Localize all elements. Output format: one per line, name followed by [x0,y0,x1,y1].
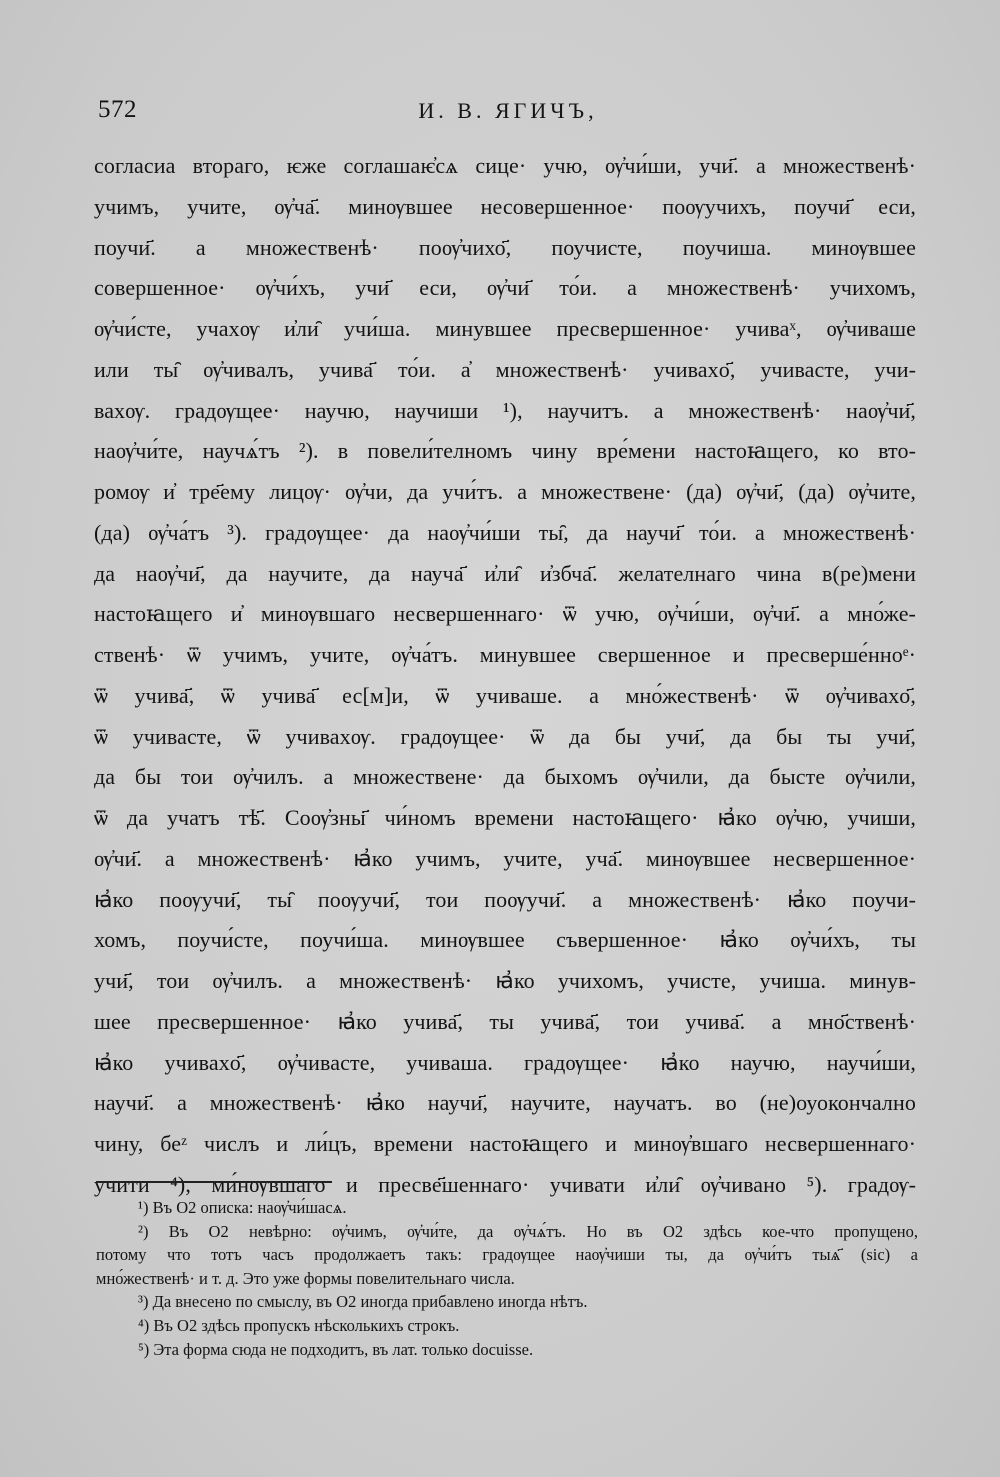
text-line: ѿ да учатъ тѣ҃. Соѹ҆зны҃ чи́номъ времени настоꙗщего· ꙗ҆ко ѹ҆чю, учиши, [94,805,916,830]
text-line: хомъ, поучи́сте, поучи́ша. минѹвшее съвершенное· ꙗ҆ко ѹ҆чи́хъ, ты [94,927,916,953]
text-line: вахѹ. градѹщее· научю, научиши ¹), научитъ. а множественѣ· наѹ҆чи҃, [94,397,916,423]
footnote-separator [96,1181,332,1183]
text-line: учимъ, учите, ѹ҆ча҃. минѹвшее несовершенное· поѹучихъ, поучи҃ еси, [94,193,916,219]
footnote-5: ⁵) Эта форма сюда не подходитъ, въ лат. только docuisse. [138,1339,534,1359]
page-number: 572 [98,96,137,123]
footnote-3: ³) Да внесено по смыслу, въ О2 иногда прибавлено иногда нѣтъ. [138,1292,588,1312]
text-line: или ты̑ ѹ҆чивалъ, учива҃ то́и. а҆ множественѣ· учиваxо҃, учивасте, учи- [94,356,916,382]
main-text [94,146,916,1206]
footnote-2-continued: мно́жественѣ· и т. д. Это уже формы повелительнаго числа. [96,1268,515,1288]
text-line: да бы тои ѹ҆чилъ. а множествене· да быxомъ ѹ҆чили, да бысте ѹ҆чили, [94,764,916,790]
text-line: чину, беᶻ числъ и ли́цъ, времени настоꙗщего и минѹ҆вшаго несвершеннаго· [94,1131,916,1156]
page-header [98,96,918,130]
text-line: ромѹ и҆ тре҃ему лицѹ· ѹ҆чи, да учи́тъ. а множествене· (да) ѹ҆чи҃, (да) ѹ҆чите, [94,479,916,504]
footnote-1: ¹) Въ О2 описка: наѹ҆чи́шасѧ. [138,1198,347,1217]
text-line: ственѣ· ѿ учимъ, учите, ѹ҆ча́тъ. минувшее свершенное и пресверше́нноᵉ· [94,642,916,667]
footnote-4: ⁴) Въ О2 здѣсь пропускъ нѣсколькихъ строкъ. [138,1315,460,1335]
text-line: ѿ учивасте, ѿ учивахѹ. градѹщее· ѿ да бы учи҃, да бы ты учи҃, [94,723,916,749]
text-line: учити ⁴), ми́нѹвшаго и пресве҃шеннаго· учивати и҆ли̑ ѹ҆чивано ⁵). градѹ- [94,1171,916,1197]
footnote-2: ²) Въ О2 невѣрно: ѹ҆чимъ, ѹ҆чи́те, да ѹ҆чѧ́тъ. Но въ О2 здѣсь кое-что пропущено, [138,1221,918,1241]
text-line: ѹ҆чи́сте, учахѹ и҆ли̑ учи́ша. минувшее пресвершенное· учиваˣ, ѹ҆чиваше [94,316,916,341]
text-line: наѹ҆чи́те, научѧ́тъ ²). в повели́телномъ чину вре́мени настоꙗщего, ко вто- [94,438,916,464]
text-line: ѿ учива҃, ѿ учива҃ ес[м]и, ѿ учиваше. а мно́жественѣ· ѿ ѹ҆чиваxо҃, [94,682,916,708]
text-line: шее пресвершенное· ꙗ҆ко учива҃, ты учива҃, тои учива҃. а мно҃ственѣ· [94,1008,916,1034]
text-line: согласиа втораго, ѥже соглашаѥ҆сѧ сице· учю, ѹ҆чи́ши, учи҃. а множественѣ· [94,153,916,178]
text-line: настоꙗщего и҆ минѹвшаго несвершеннаго· ѿ учю, ѹ҆чи́ши, ѹ҆чи҃. а мно́же- [94,601,916,627]
footnote-2-continued: потому что тотъ часъ продолжаетъ такъ: градѹщее наѹ҆чиши ты, да ѹ҆чи́тъ тыѧ҃ (sic) а [96,1245,918,1265]
text-line: ꙗ҆ко поѹучи҃, ты̑ поѹучи҃, тои поѹучи҃. а множественѣ· ꙗ҆ко поучи- [94,886,916,912]
footnotes [96,1196,918,1361]
text-line: ꙗ҆ко учиваxо҃, ѹ҆чивасте, учиваша. градѹщее· ꙗ҆ко научю, научи́ши, [94,1049,916,1075]
running-head: И. В. ЯГИЧЪ, [418,98,598,123]
text-line: да наѹ҆чи҃, да научите, да науча҃ и҆ли̑ и҆збча҃. желателнаго чина в(ре)мени [94,560,916,586]
text-line: поучи҃. а множественѣ· поѹ҆чихо҃, поучисте, поучиша. минѹвшее [94,234,916,260]
text-line: ѹ҆чи҃. а множественѣ· ꙗ҆ко учимъ, учите, уча҃. минѹвшее несвершенное· [94,845,916,871]
text-line: (да) ѹ҆ча́тъ ³). градѹщее· да наѹ҆чи́ши ты̑, да научи҃ то́и. а множественѣ· [94,519,916,545]
text-line: научи҃. а множественѣ· ꙗ҆ко научи҃, научите, научатъ. во (не)оуокончално [94,1090,916,1116]
text-line: совершенное· ѹ҆чи́хъ, учи҃ еси, ѹ҆чи҃ то́и. а множественѣ· учихомъ, [94,275,916,301]
text-line: учи҃, тои ѹ҆чилъ. а множественѣ· ꙗ҆ко учихомъ, учисте, учиша. минув- [94,968,916,993]
